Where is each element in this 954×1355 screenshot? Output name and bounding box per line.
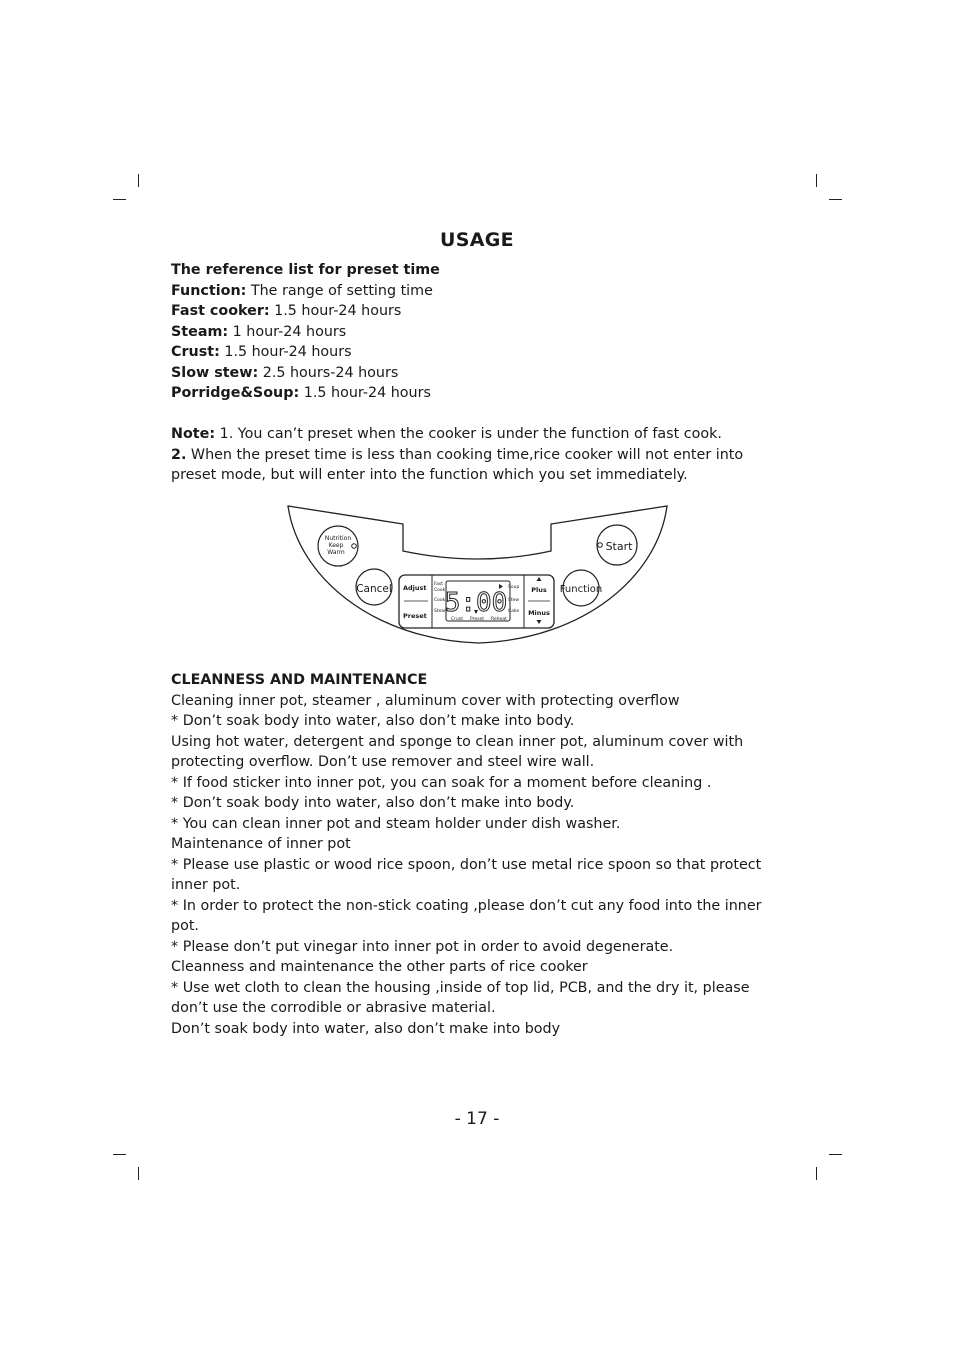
page-title: USAGE	[440, 229, 514, 251]
preset-heading: The reference list for preset time	[171, 262, 440, 278]
preset-row: Crust: 1.5 hour-24 hours	[171, 344, 352, 360]
adjust-button[interactable]: Adjust	[403, 584, 427, 592]
preset-row: Porridge&Soup: 1.5 hour-24 hours	[171, 385, 431, 401]
start-label: Start	[605, 540, 633, 553]
arrow-up-icon[interactable]	[537, 577, 542, 581]
page-number: - 17 -	[454, 1109, 500, 1129]
lcd-time-readout: 5:00	[444, 588, 508, 618]
cleanness-line: * If food sticker into inner pot, you can soak for a moment before cleaning .	[171, 774, 712, 791]
crop-mark	[138, 1167, 139, 1180]
cake-label: Cake	[508, 609, 520, 614]
cancel-label: Cancel	[356, 583, 392, 595]
cleanness-section	[171, 670, 789, 1039]
keep-warm-button[interactable]	[318, 526, 358, 566]
cleanness-line: * Don’t soak body into water, also don’t make into body.	[171, 795, 575, 811]
warm-label: Warm	[327, 549, 345, 556]
cook-label: Cook	[434, 588, 446, 593]
crop-mark	[816, 174, 817, 187]
preset-row: Slow stew: 2.5 hours-24 hours	[171, 364, 399, 381]
crust-label: Crust	[451, 617, 463, 622]
soup-label: Soup	[508, 585, 520, 590]
fast-label: Fast	[434, 582, 444, 587]
cleanness-line: * Please don’t put vinegar into inner pot in order to avoid degenerate.	[171, 938, 674, 955]
preset-row: Steam: 1 hour-24 hours	[171, 323, 347, 340]
keep-label: Keep	[328, 542, 344, 549]
crop-mark	[138, 174, 139, 187]
cleanness-line: Using hot water, detergent and sponge to clean inner pot, aluminum cover with protecting overflow. Don’t use remover and steel wire wall.	[171, 733, 744, 770]
minus-button[interactable]: Minus	[528, 609, 550, 617]
crop-mark	[829, 1154, 842, 1155]
start-button[interactable]	[597, 525, 637, 565]
function-label: Function	[559, 584, 603, 595]
crop-mark	[816, 1167, 817, 1180]
preset-indicator-label: Preset	[470, 617, 485, 622]
crop-mark	[829, 199, 842, 200]
note-line-2: 2. When the preset time is less than cooking time,rice cooker will not enter into preset mode, but will enter into the function which you set immediately.	[171, 446, 744, 483]
cleanness-line: Maintenance of inner pot	[171, 836, 351, 852]
crop-mark	[113, 1154, 126, 1155]
cleanness-line: * Please use plastic or wood rice spoon, don’t use metal rice spoon so that protect inner pot.	[171, 856, 762, 893]
arrow-down-icon[interactable]	[537, 620, 542, 624]
cleanness-line: * You can clean inner pot and steam holder under dish washer.	[171, 815, 621, 832]
cleanness-line: * Don’t soak body into water, also don’t make into body.	[171, 713, 575, 729]
cleanness-line: Cleaning inner pot, steamer , aluminum cover with protecting overflow	[171, 692, 680, 709]
cleanness-line: Cleanness and maintenance the other parts of rice cooker	[171, 959, 588, 975]
preset-row: Fast cooker: 1.5 hour-24 hours	[171, 303, 402, 319]
note-block	[171, 424, 789, 486]
cleanness-line: * In order to protect the non-stick coating ,please don’t cut any food into the inner pot.	[171, 897, 762, 934]
stew-label: Stew	[508, 598, 520, 603]
preset-row: Function: The range of setting time	[171, 282, 433, 299]
plus-button[interactable]: Plus	[531, 586, 547, 594]
function-button[interactable]	[560, 570, 603, 606]
preset-button[interactable]: Preset	[403, 612, 427, 620]
preset-reference-list	[171, 260, 789, 404]
note-line-1: Note: 1. You can’t preset when the cooker is under the function of fast cook.	[171, 426, 722, 442]
nutrition-label: Nutrition	[324, 535, 352, 542]
control-panel-illustration	[286, 503, 670, 648]
cleanness-line: * Use wet cloth to clean the housing ,inside of top lid, PCB, and the dry it, please don’t use the corrodible or abrasive material.	[171, 979, 750, 1016]
control-panel-svg	[286, 503, 670, 648]
cleanness-line: Don’t soak body into water, also don’t make into body	[171, 1020, 561, 1037]
crop-mark	[113, 199, 126, 200]
cook-label-2: Cook	[434, 598, 446, 603]
steam-label: Steam	[434, 609, 449, 614]
cancel-button[interactable]	[356, 569, 392, 605]
cleanness-heading: CLEANNESS AND MAINTENANCE	[171, 672, 428, 688]
reheat-label: Reheat	[491, 617, 507, 622]
